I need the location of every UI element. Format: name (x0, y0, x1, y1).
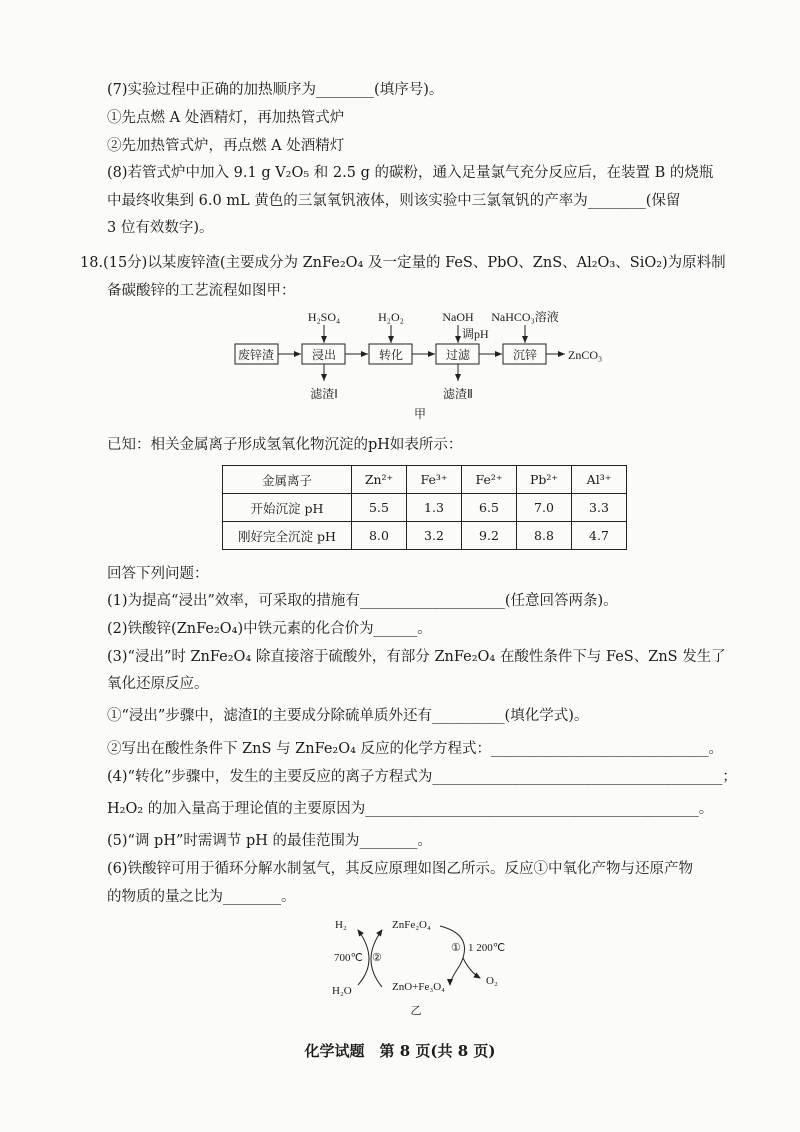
reagent-nahco3: NaHCO₃溶液 (491, 310, 559, 324)
table-cell: Fe²⁺ (462, 466, 517, 494)
table-cell: 4.7 (572, 522, 627, 550)
flow-step-convert: 转化 (378, 348, 404, 362)
reagent-adjust-ph: 调pH (462, 327, 489, 341)
flow-step-leach: 浸出 (311, 348, 337, 362)
table-cell: Al³⁺ (572, 466, 627, 494)
q18-part2: (2)铁酸锌(ZnFe₂O₄)中铁元素的化合价为______。 (107, 621, 432, 637)
known-text: 已知：相关金属离子形成氢氧化物沉淀的pH如表所示： (107, 437, 463, 453)
q18-part3-line1: (3)“浸出”时 ZnFe₂O₄ 除直接溶于硫酸外，有部分 ZnFe₂O₄ 在酸性条件下与 FeS、ZnS 发生了 (107, 649, 726, 665)
table-cell: 刚好完全沉淀 pH (223, 522, 352, 550)
table-cell: 1.3 (407, 494, 462, 522)
table-row (223, 494, 627, 522)
reagent-h2o2: H₂O₂ (378, 310, 404, 324)
label-reaction1: ① (451, 942, 461, 954)
flow-step-precipitate: 沉锌 (512, 348, 538, 362)
table-cell: 9.2 (462, 522, 517, 550)
label-znfe2o4: ZnFe₂O₄ (392, 919, 431, 931)
cycle-diagram (320, 910, 520, 1020)
q17-part8-line1: (8)若管式炉中加入 9.1 g V₂O₅ 和 2.5 g 的碳粉，通入足量氯气充分反应后，在装置 B 的烧瓶 (107, 165, 714, 181)
table-cell: 金属离子 (223, 466, 352, 494)
figure-caption-jia: 甲 (413, 407, 427, 421)
label-1200c: 1 200℃ (468, 942, 506, 954)
ph-table (222, 465, 627, 550)
q17-option1: ①先点燃 A 处酒精灯，再加热管式炉 (107, 110, 345, 126)
label-o2: O₂ (486, 975, 498, 987)
q18-part6-line1: (6)铁酸锌可用于循环分解水制氢气，其反应原理如图乙所示。反应①中氧化产物与还原产物 (107, 861, 694, 877)
label-700c: 700℃ (334, 952, 363, 964)
table-cell: 3.3 (572, 494, 627, 522)
table-cell: Fe³⁺ (407, 466, 462, 494)
reagent-naoh: NaOH (442, 310, 474, 324)
q18-part6-line2: 的物质的量之比为________。 (107, 889, 296, 905)
q18-part3-sub2: ②写出在酸性条件下 ZnS 与 ZnFe₂O₄ 反应的化学方程式：______________________________。 (107, 741, 724, 757)
table-cell: 7.0 (517, 494, 572, 522)
table-cell: 8.8 (517, 522, 572, 550)
flow-product: ZnCO₃ (568, 348, 603, 362)
table-cell: 6.5 (462, 494, 517, 522)
table-cell: 8.0 (352, 522, 407, 550)
label-h2o: H₂O (332, 985, 352, 997)
q18-intro-line2: 备碳酸锌的工艺流程如图甲： (107, 283, 296, 299)
label-reaction2: ② (372, 952, 382, 964)
table-header-row (223, 466, 627, 494)
q17-part7: (7)实验过程中正确的加热顺序为________(填序号)。 (107, 82, 444, 98)
label-h2: H₂ (335, 919, 347, 931)
label-zno-fe3o4: ZnO+Fe₃O₄ (392, 981, 445, 993)
q17-option2: ②先加热管式炉，再点燃 A 处酒精灯 (107, 138, 345, 154)
table-row (223, 522, 627, 550)
q18-part3-line2: 氧化还原反应。 (107, 676, 209, 692)
q18-part3-sub1: ①“浸出”步骤中，滤渣Ⅰ的主要成分除硫单质外还有__________(填化学式)。 (107, 708, 589, 724)
table-cell: Zn²⁺ (352, 466, 407, 494)
flow-step-waste: 废锌渣 (237, 348, 275, 362)
q18-part5: (5)“调 pH”时需调节 pH 的最佳范围为________。 (107, 833, 433, 849)
reagent-h2so4: H₂SO₄ (307, 310, 341, 324)
q18-part4-line2: H₂O₂ 的加入量高于理论值的主要原因为______________________________________________。 (107, 801, 714, 817)
page-footer: 化学试题 第 8 页(共 8 页) (304, 1042, 496, 1060)
table-cell: Pb²⁺ (517, 466, 572, 494)
q18-intro-line1: 18.(15分)以某废锌渣(主要成分为 ZnFe₂O₄ 及一定量的 FeS、PbO、ZnS、Al₂O₃、SiO₂)为原料制 (80, 255, 726, 271)
residue-2: 滤渣Ⅱ (443, 387, 473, 401)
figure-caption-yi: 乙 (410, 1005, 422, 1017)
q18-part4-line1: (4)“转化”步骤中，发生的主要反应的离子方程式为________________________________________； (107, 769, 737, 785)
table-cell: 开始沉淀 pH (223, 494, 352, 522)
q18-part1: (1)为提高“浸出”效率，可采取的措施有____________________(任意回答两条)。 (107, 593, 618, 609)
answer-prompt: 回答下列问题： (107, 566, 209, 582)
table-cell: 5.5 (352, 494, 407, 522)
q17-part8-line3: 3 位有效数字)。 (107, 220, 214, 236)
table-cell: 3.2 (407, 522, 462, 550)
residue-1: 滤渣Ⅰ (310, 387, 338, 401)
q17-part8-line2: 中最终收集到 6.0 mL 黄色的三氯氧钒液体，则该实验中三氯氧钒的产率为________(保留 (107, 193, 681, 209)
flow-diagram (220, 305, 640, 425)
flow-step-filter: 过滤 (445, 348, 471, 362)
